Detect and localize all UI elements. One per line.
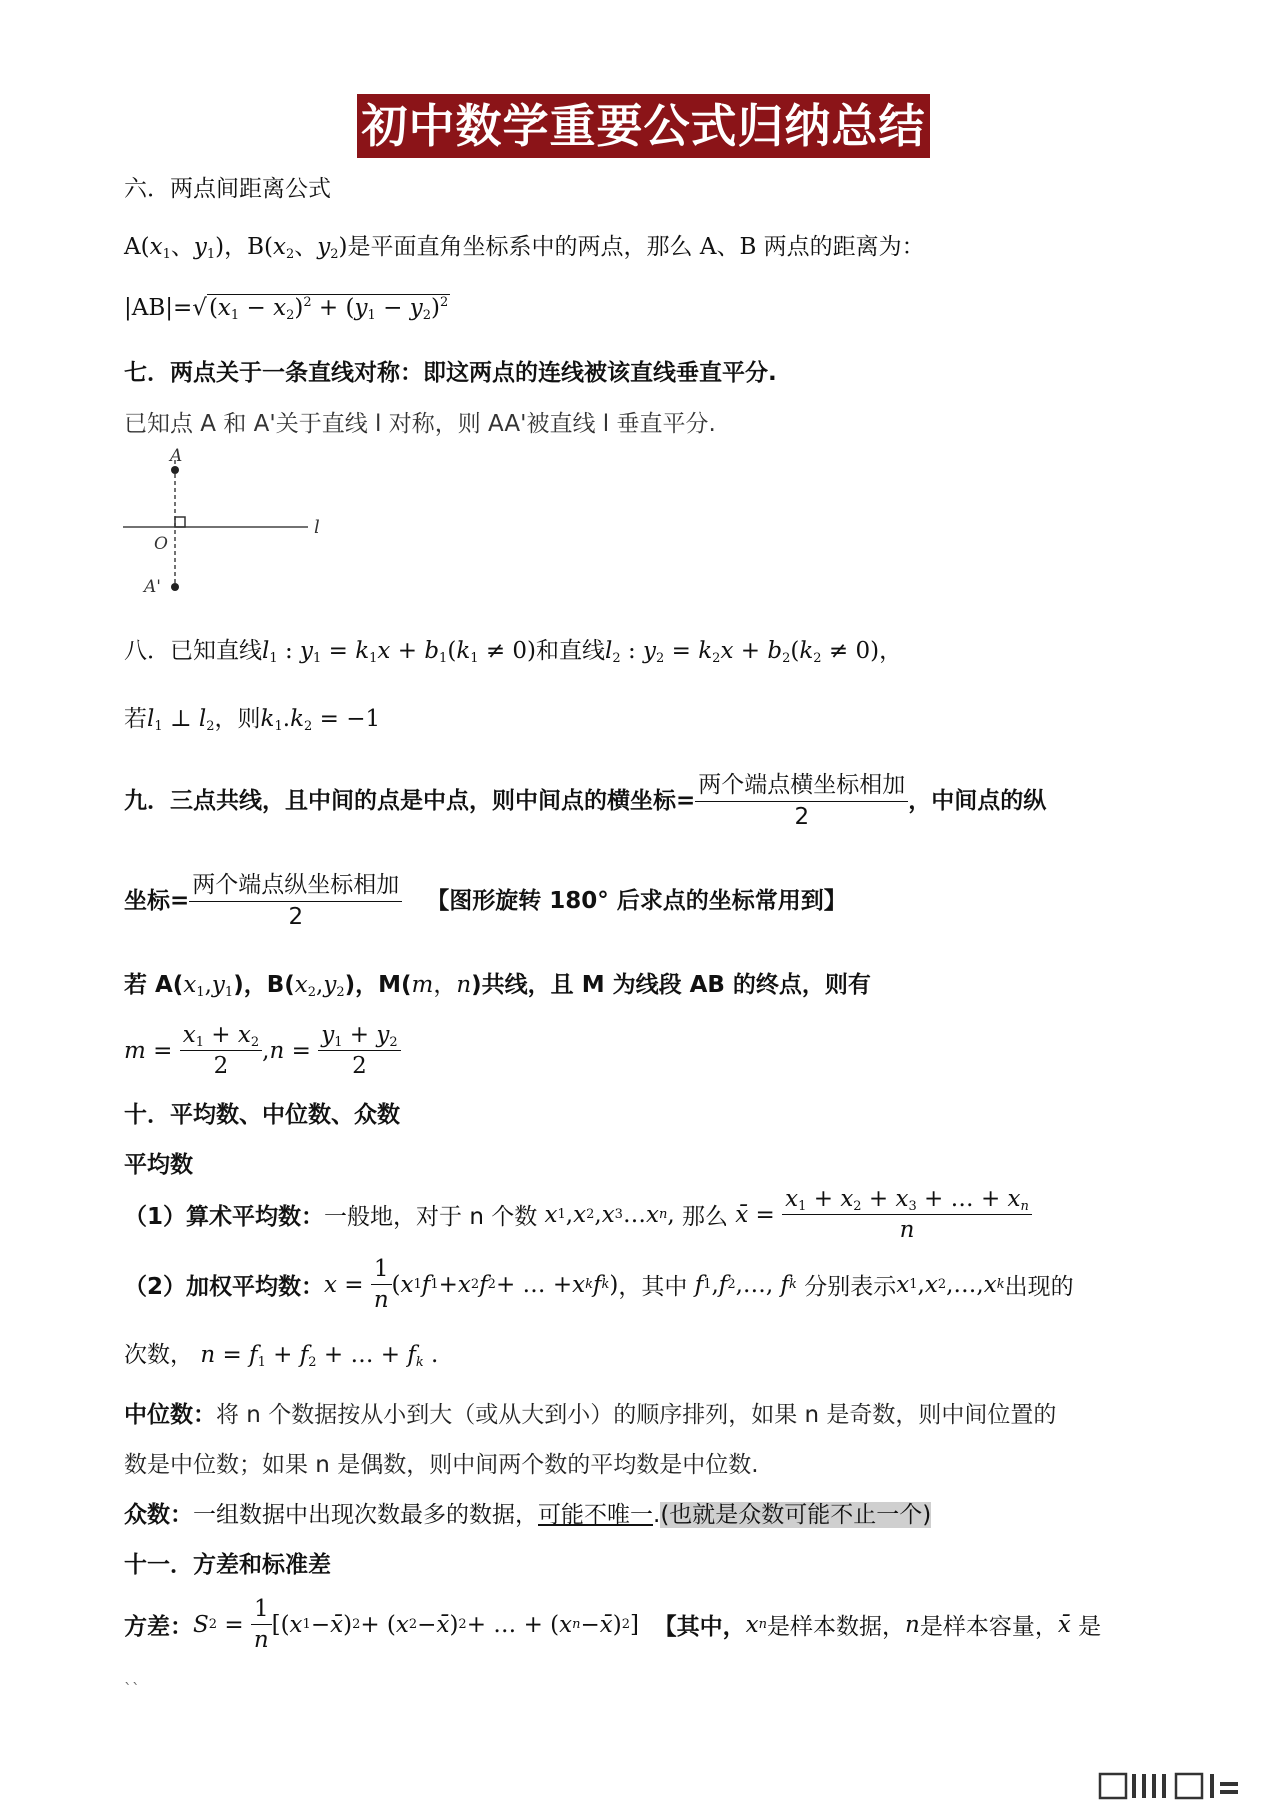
label-o: O <box>154 534 168 554</box>
label-l: l <box>314 517 320 538</box>
symmetry-figure <box>118 445 338 600</box>
section-9-line1: 九．三点共线，且中间的点是中点，则中间点的横坐标= $\frac{\text{两个端点横坐标相加}}{2}$ ，中间点的纵 <box>124 766 1046 830</box>
mean-title: 平均数 <box>124 1152 193 1178</box>
midpoint-formula: m = $\frac{x_1 + x_2}{2}$ , n = $\frac{y_1 + y_2}{2}$ <box>124 1022 401 1079</box>
label-a-prime: A' <box>144 577 161 597</box>
section-6-heading: 六．两点间距离公式 <box>124 176 331 202</box>
weighted-mean-line2: 次数， $n = f_1 + f_2$ + … + $f_k$ . <box>124 1342 439 1370</box>
section-6-intro: $A(x_1$、$y_1$)，$B(x_2$、$y_2$)是平面直角坐标系中的两点，那么 A、B 两点的距离为： <box>124 234 925 262</box>
distance-formula: $|AB|=√(x_1 - x_2)^2 + (y_1 - y_2)^2$ <box>124 295 449 323</box>
mode-line: 众数：一组数据中出现次数最多的数据，可能不唯一.(也就是众数可能不止一个) <box>124 1502 932 1528</box>
section-7-description: 已知点 A 和 A'关于直线 l 对称，则 AA'被直线 l 垂直平分. <box>124 411 716 437</box>
right-angle-mark <box>175 517 185 527</box>
section-8-condition: 若$l_1$ ⊥ $l_2$，则$k_1.k_2 = -1$ <box>124 706 381 734</box>
median-line1: 中位数：将 n 个数据按从小到大（或从大到小）的顺序排列，如果 n 是奇数，则中间位置的 <box>124 1402 1057 1428</box>
section-10-heading: 十．平均数、中位数、众数 <box>124 1102 400 1128</box>
point-a-prime <box>171 583 179 591</box>
variance-formula: 方差： S 2 = $\frac{1}{n}$ [( x 1 − x̄ ) 2 + ( x 2 − x̄ ) 2 + … + ( x n − x̄ ) 2 ] 【其中， x n 是样本数据， n 是样本容量， x̄ 是 <box>124 1596 1102 1653</box>
section-7-heading: 七．两点关于一条直线对称：即这两点的连线被该直线垂直平分. <box>124 360 777 386</box>
section-11-heading: 十一．方差和标准差 <box>124 1552 331 1578</box>
median-line2: 数是中位数；如果 n 是偶数，则中间两个数的平均数是中位数. <box>124 1452 759 1478</box>
section-8-heading: 八．已知直线$l_1$ : $y_1 = k_1x + b_1(k_1 \ne 0)$和直线$l_2$ : $y_2 = k_2x + b_2(k_2 \ne 0)$， <box>124 638 903 666</box>
document-title: 初中数学重要公式归纳总结 <box>357 94 930 158</box>
arithmetic-mean: （1）算术平均数： 一般地，对于 n 个数 x 1 , x 2 , x 3 … x n , 那么 x̄ = $\frac{x_1 + x_2 + x_3 + \dots + x_n}{n}$ <box>124 1186 1032 1243</box>
label-a: A <box>170 446 183 466</box>
weighted-mean: （2）加权平均数： x = $\frac{1}{n}$ ( x 1 f 1 + x 2 f 2 + … + x k f k ) ，其中 f 1 , f 2 ,…, f k 分别表示 x 1 , x 2 ,…, x k 出现的 <box>124 1256 1074 1313</box>
section-9-line2: 坐标= $\frac{\text{两个端点纵坐标相加}}{2}$ 【图形旋转 180° 后求点的坐标常用到】 <box>124 866 847 930</box>
scan-mark-icon <box>1098 1770 1258 1802</box>
section-9-collinear: 若 $A(x_1,y_1)$，$B(x_2,y_2)$，M(m，n)共线，且 M 为线段 AB 的终点，则有 <box>124 972 871 1000</box>
footer-mark: `` <box>124 1680 140 1699</box>
point-a <box>171 466 179 474</box>
